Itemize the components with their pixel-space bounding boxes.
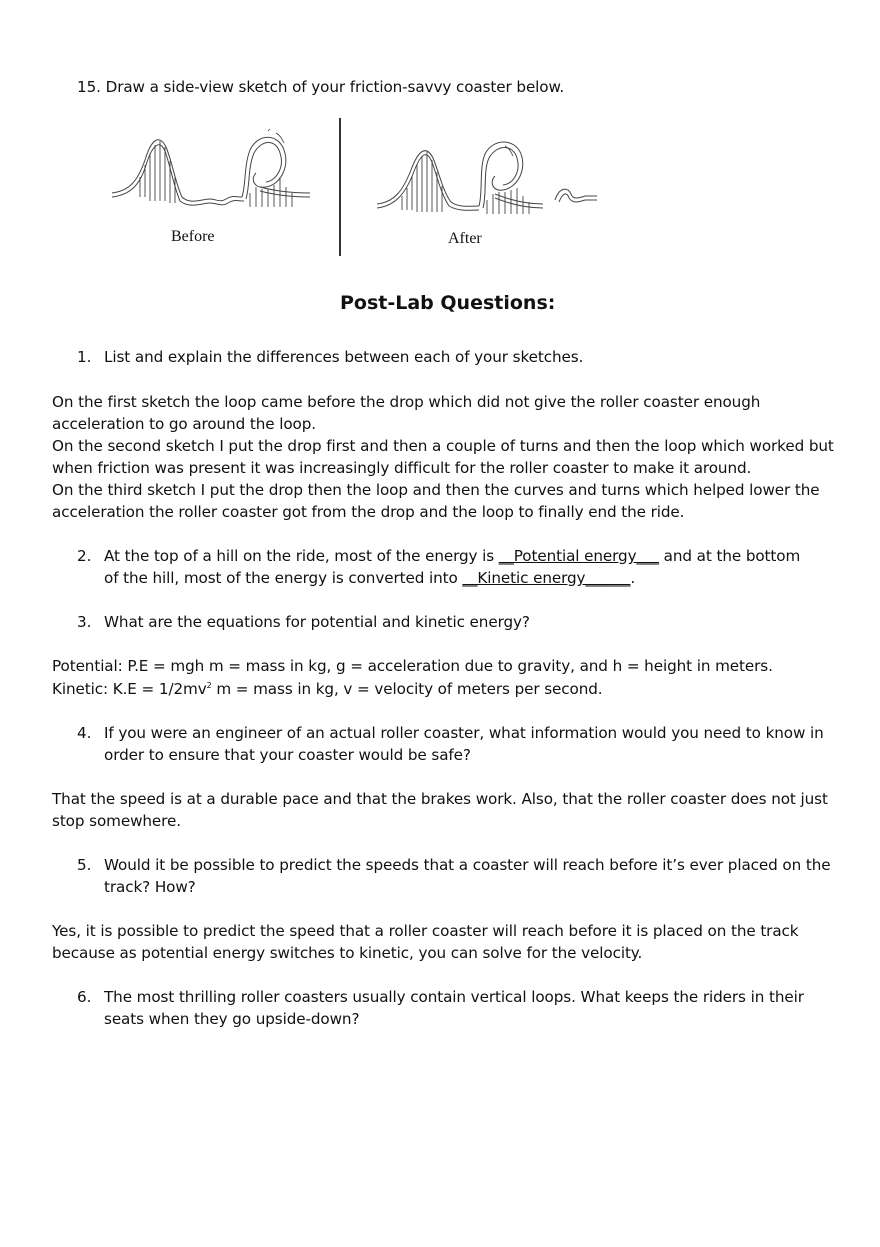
before-coaster-sketch (110, 125, 315, 217)
question-3-number: 3. (77, 613, 92, 631)
question-6-line-1: The most thrilling roller coasters usually contain vertical loops. What keeps the riders in their (104, 988, 804, 1006)
before-label: Before (171, 228, 215, 245)
question-3-text: What are the equations for potential and kinetic energy? (104, 613, 530, 631)
kinetic-energy-answer: __Kinetic energy______ (462, 569, 631, 587)
question-4-line-1: If you were an engineer of an actual roller coaster, what information would you need to know in (104, 724, 824, 742)
question-1-text: List and explain the differences between each of your sketches. (104, 348, 584, 366)
question-1 (77, 346, 91, 368)
after-label: After (448, 230, 482, 247)
question-1-number: 1. (77, 348, 92, 366)
question-5-number: 5. (77, 856, 92, 874)
answer-4-line-2: stop somewhere. (52, 812, 181, 830)
answer-5-line-2: because as potential energy switches to kinetic, you can solve for the velocity. (52, 944, 643, 962)
answer-1-line-3: On the second sketch I put the drop first and then a couple of turns and then the loop which worked but (52, 437, 834, 455)
answer-1-line-2: acceleration to go around the loop. (52, 415, 316, 433)
answer-4-line-1: That the speed is at a durable pace and that the brakes work. Also, that the roller coaster does not just (52, 790, 828, 808)
question-2-part-2: and at the bottom (658, 547, 801, 565)
question-2-number: 2. (77, 547, 92, 565)
question-15-number: 15. (77, 78, 101, 96)
question-2-line-1 (104, 545, 800, 567)
post-lab-title: Post-Lab Questions: (340, 292, 556, 314)
question-2-line-2 (104, 567, 635, 589)
answer-1-line-1: On the first sketch the loop came before the drop which did not give the roller coaster enough (52, 393, 761, 411)
question-15 (77, 76, 564, 98)
question-6-line-2: seats when they go upside-down? (104, 1010, 360, 1028)
answer-1-line-4: when friction was present it was increasingly difficult for the roller coaster to make it around. (52, 459, 752, 477)
kinetic-equation-exponent: 2 (206, 681, 212, 690)
after-coaster-sketch (375, 130, 600, 218)
question-2-part-1: At the top of a hill on the ride, most of the energy is (104, 547, 499, 565)
question-5-line-1: Would it be possible to predict the speeds that a coaster will reach before it’s ever placed on the (104, 856, 831, 874)
potential-energy-answer: __Potential energy___ (498, 547, 659, 565)
sketch-divider (339, 118, 341, 256)
question-2-part-3: of the hill, most of the energy is converted into (104, 569, 463, 587)
potential-equation: Potential: P.E = mgh m = mass in kg, g = acceleration due to gravity, and h = height in meters. (52, 657, 773, 675)
answer-1-line-6: acceleration the roller coaster got from the drop and the loop to finally end the ride. (52, 503, 685, 521)
question-15-text: Draw a side-view sketch of your friction-savvy coaster below. (105, 78, 565, 96)
question-4-number: 4. (77, 724, 92, 742)
question-5-line-2: track? How? (104, 878, 196, 896)
question-6-number: 6. (77, 988, 92, 1006)
answer-1-line-5: On the third sketch I put the drop then the loop and then the curves and turns which helped lower the (52, 481, 820, 499)
kinetic-equation-suffix: m = mass in kg, v = velocity of meters per second. (211, 680, 603, 698)
kinetic-equation (52, 678, 603, 700)
kinetic-equation-prefix: Kinetic: K.E = 1/2mv (52, 680, 207, 698)
question-4-line-2: order to ensure that your coaster would be safe? (104, 746, 471, 764)
question-2-part-4: . (630, 569, 636, 587)
answer-5-line-1: Yes, it is possible to predict the speed that a roller coaster will reach before it is placed on the track (52, 922, 799, 940)
